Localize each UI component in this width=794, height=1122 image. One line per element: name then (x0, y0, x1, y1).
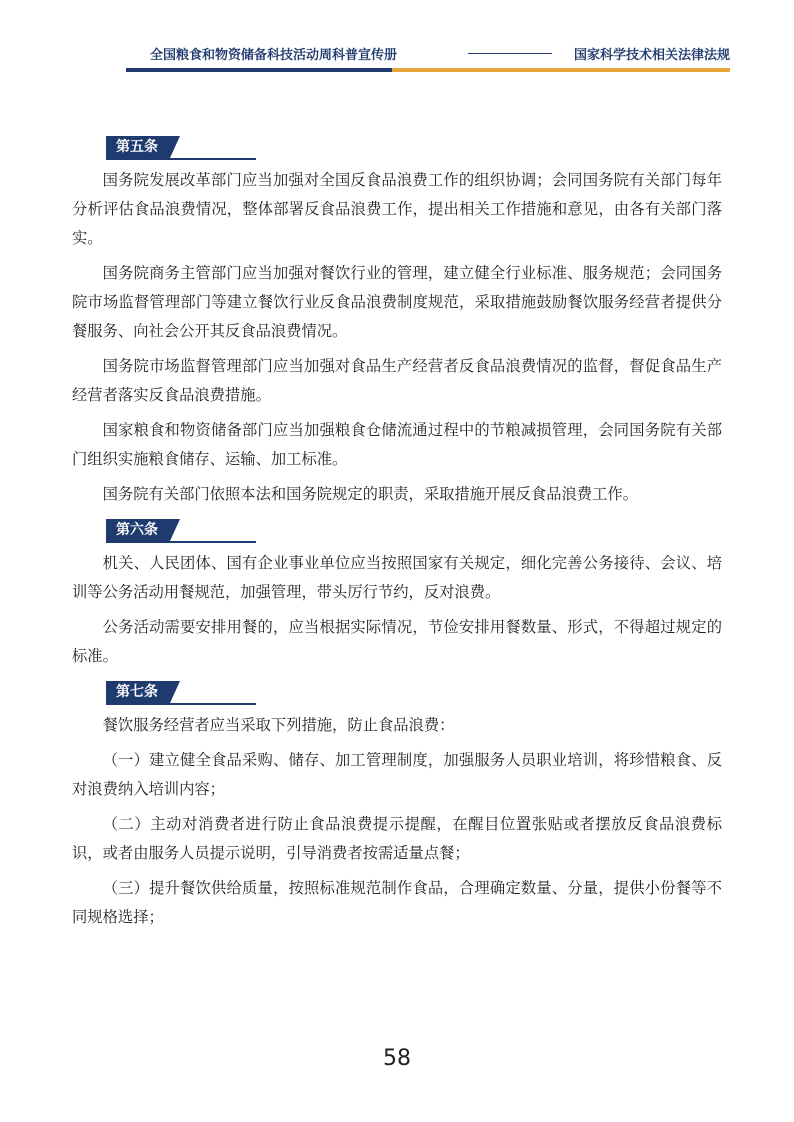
header-rule-accent (392, 68, 730, 72)
tag-underline (106, 541, 256, 543)
tag-underline (106, 703, 256, 705)
chapter-title: 国家科学技术相关法律法规 (573, 48, 730, 63)
paragraph: 国务院商务主管部门应当加强对餐饮行业的管理，建立健全行业标准、服务规范；会同国务院市场监督管理部门等建立餐饮行业反食品浪费制度规范，采取措施鼓励餐饮服务经营者提供分餐服务、向社会公开其反食品浪费情况。 (72, 264, 722, 340)
booklet-title: 全国粮食和物资储备科技活动周科普宣传册 (150, 48, 398, 63)
tag-underline (106, 158, 256, 160)
article-section-6 (72, 519, 722, 671)
paragraph: 国家粮食和物资储备部门应当加强粮食仓储流通过程中的节粮减损管理，会同国务院有关部门组织实施粮食储存、运输、加工标准。 (72, 421, 722, 468)
paragraph: 公务活动需要安排用餐的，应当根据实际情况，节俭安排用餐数量、形式，不得超过规定的标准。 (72, 618, 722, 665)
article-tag: 第五条 (106, 136, 170, 158)
paragraph: （二）主动对消费者进行防止食品浪费提示提醒，在醒目位置张贴或者摆放反食品浪费标识，或者由服务人员提示说明，引导消费者按需适量点餐； (72, 815, 722, 862)
paragraph: 国务院市场监督管理部门应当加强对食品生产经营者反食品浪费情况的监督，督促食品生产经营者落实反食品浪费措施。 (72, 357, 722, 404)
article-section-5 (72, 136, 722, 509)
paragraph: （三）提升餐饮供给质量，按照标准规范制作食品，合理确定数量、分量，提供小份餐等不同规格选择； (72, 879, 722, 926)
page-number: 58 (383, 1046, 411, 1071)
article-tag: 第六条 (106, 519, 170, 541)
paragraph: （一）建立健全食品采购、储存、加工管理制度，加强服务人员职业培训，将珍惜粮食、反对浪费纳入培训内容； (72, 751, 722, 798)
article-tag: 第七条 (106, 681, 170, 703)
article-section-7 (72, 681, 722, 932)
page-header (150, 44, 730, 66)
header-divider-line (468, 53, 552, 54)
paragraph: 国务院发展改革部门应当加强对全国反食品浪费工作的组织协调；会同国务院有关部门每年分析评估食品浪费情况，整体部署反食品浪费工作，提出相关工作措施和意见，由各有关部门落实。 (72, 171, 722, 247)
paragraph: 机关、人民团体、国有企业事业单位应当按照国家有关规定，细化完善公务接待、会议、培训等公务活动用餐规范，加强管理，带头厉行节约，反对浪费。 (72, 554, 722, 601)
article-body (72, 126, 722, 938)
paragraph: 餐饮服务经营者应当采取下列措施，防止食品浪费： (102, 716, 455, 734)
paragraph: 国务院有关部门依照本法和国务院规定的职责，采取措施开展反食品浪费工作。 (102, 485, 638, 503)
